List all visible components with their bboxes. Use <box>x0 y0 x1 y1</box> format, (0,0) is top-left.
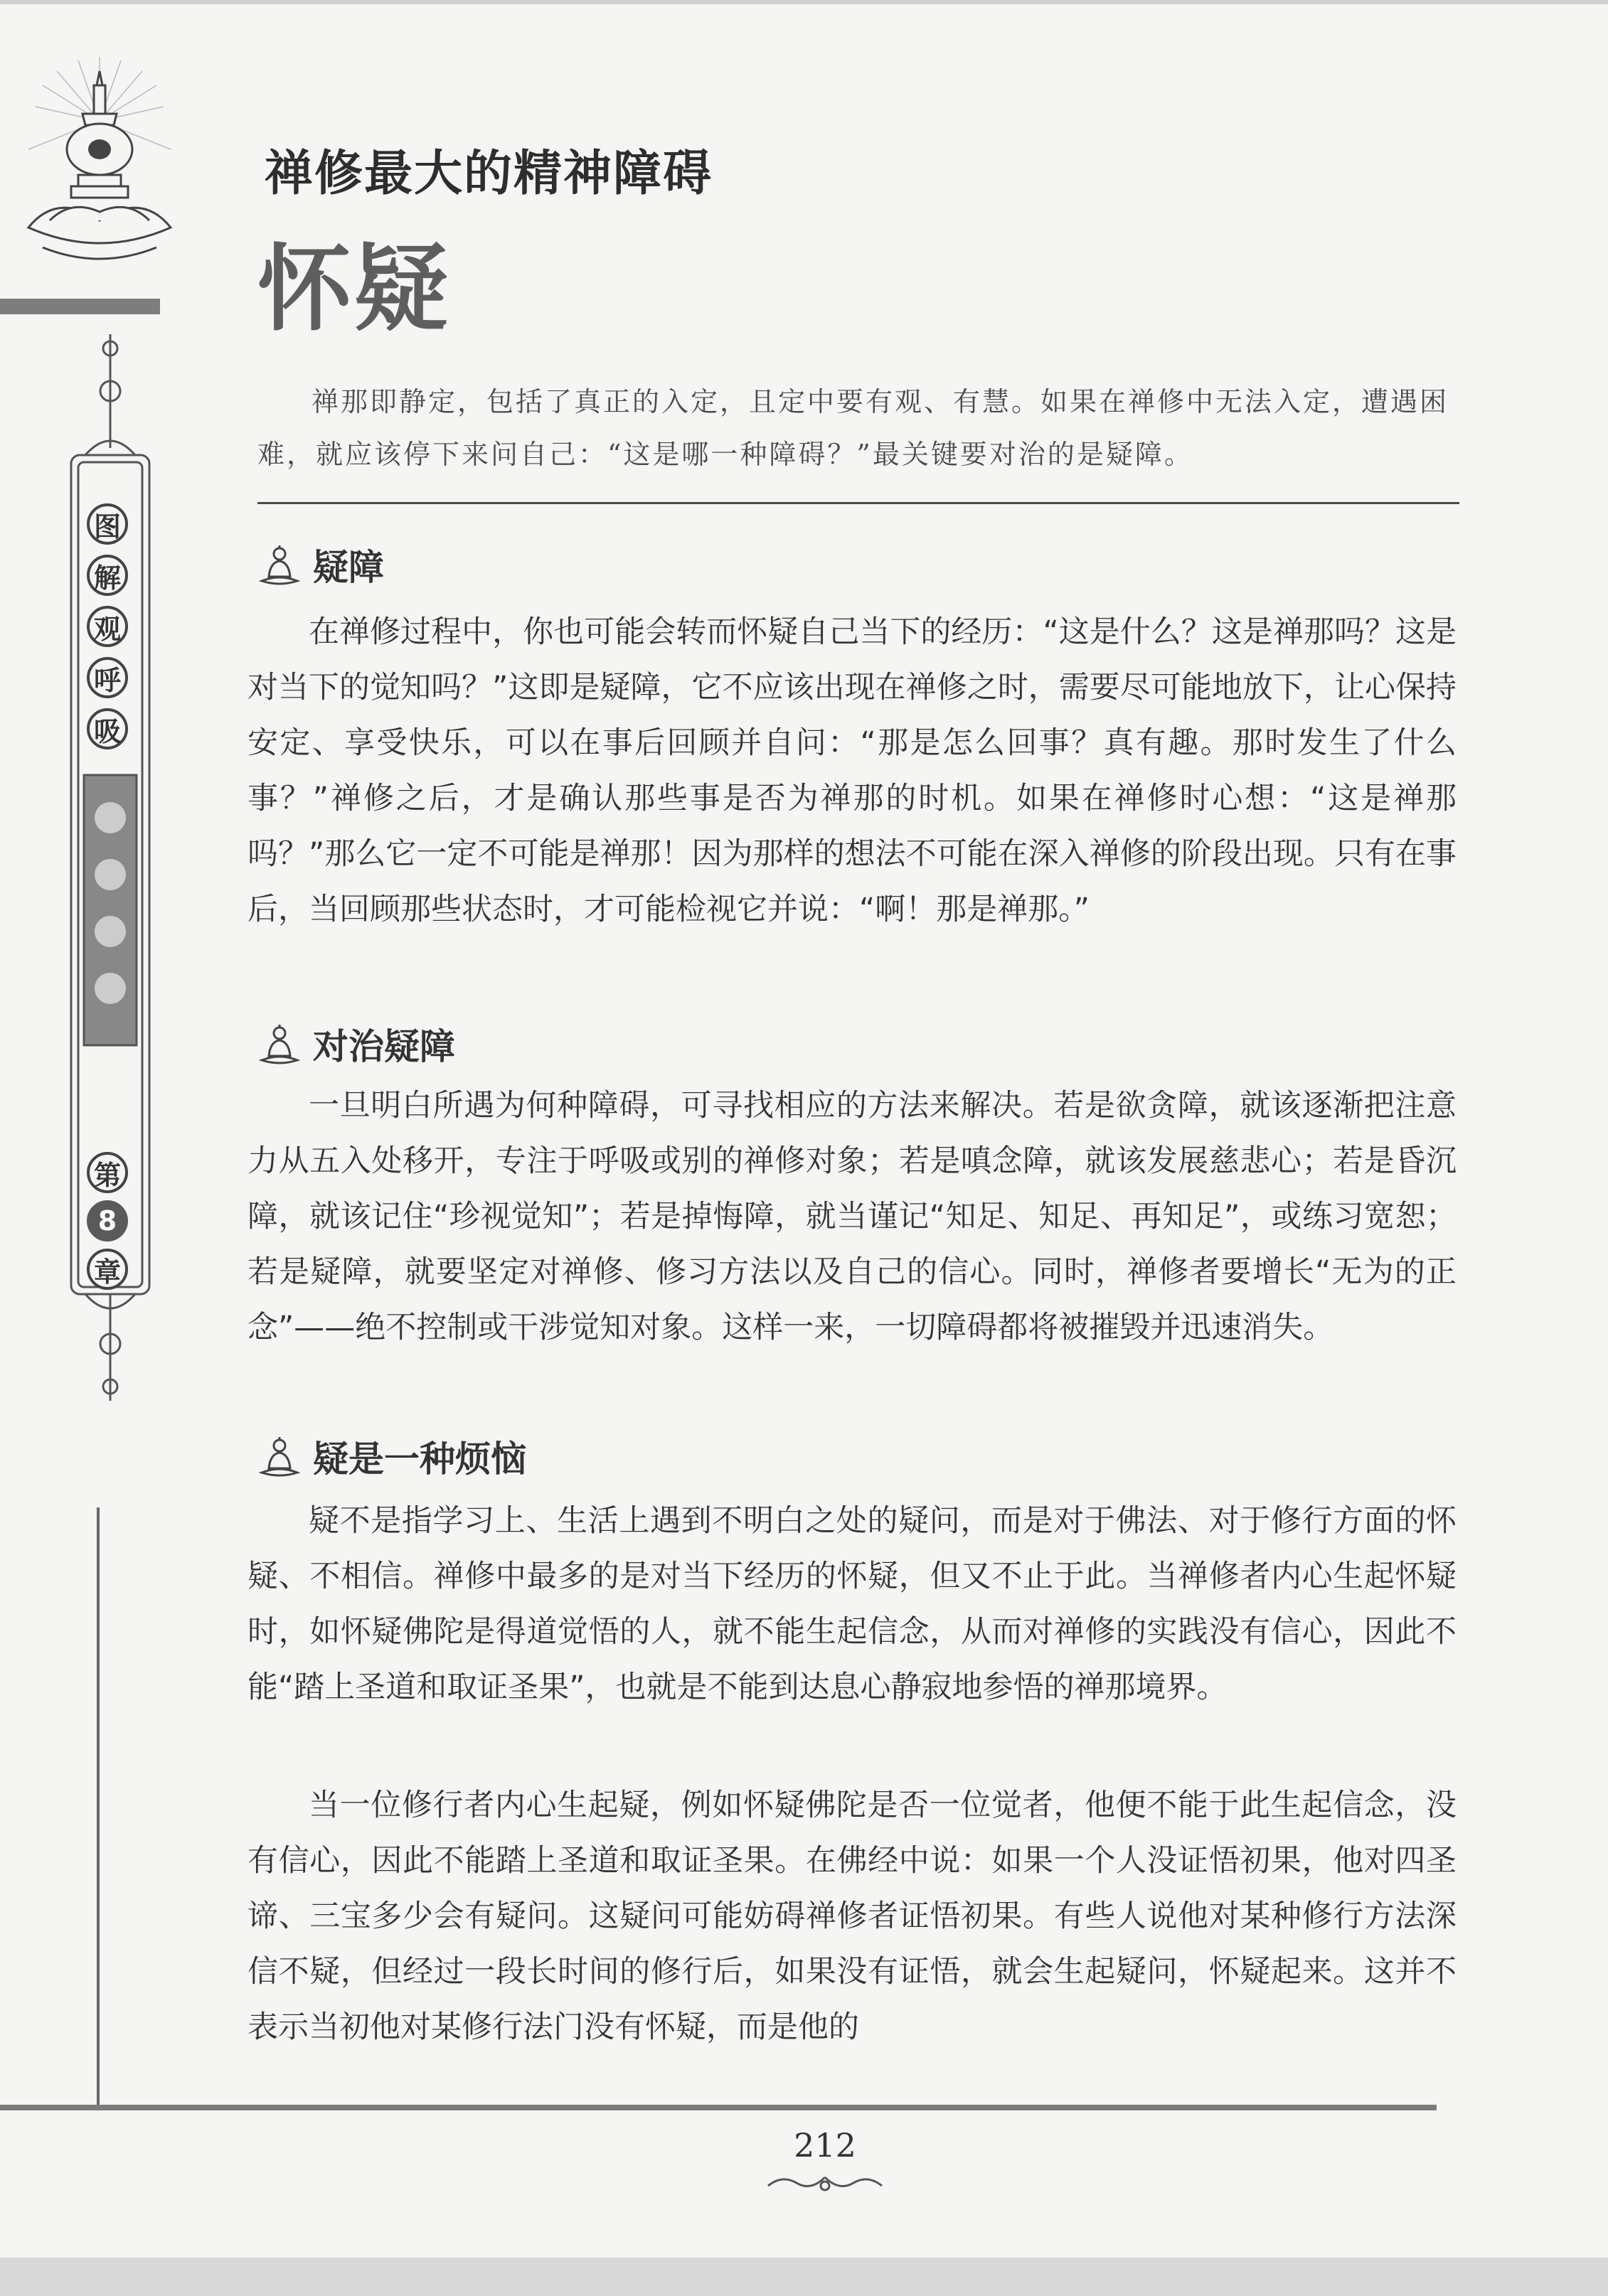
section-heading-1 <box>256 539 384 590</box>
book-title-char: 呼 <box>87 657 128 698</box>
meditating-buddha-icon <box>256 541 303 588</box>
footer-rule <box>0 2105 1437 2110</box>
section-paragraph: 疑不是指学习上、生活上遇到不明白之处的疑问，而是对于佛法、对于修行方面的怀疑、不相信。禅修中最多的是对当下经历的怀疑，但又不止于此。当禅修者内心生起怀疑时，如怀疑佛陀是得道觉悟的人，就不能生起信念，从而对禅修的实践没有信心，因此不能“踏上圣道和取证圣果”，也就是不能到达息心静寂地参悟的禅那境界。 <box>247 1503 1457 1705</box>
chapter-tab <box>87 1152 137 1297</box>
section-heading-text: 对治疑障 <box>313 1026 455 1067</box>
intro-paragraph: 禅那即静定，包括了真正的入定，且定中要有观、有慧。如果在禅修中无法入定，遭遇困难，就应该停下来问自己：“这是哪一种障碍？”最关键要对治的是疑障。 <box>257 386 1449 470</box>
chapter-number: 8 <box>87 1200 128 1242</box>
section-heading-3 <box>256 1431 526 1482</box>
intro-divider <box>257 502 1459 504</box>
page-title: 怀疑 <box>257 235 451 344</box>
stupa-lotus-icon <box>14 57 185 284</box>
scroll-flourish-icon <box>761 2170 889 2199</box>
section-heading-2 <box>256 1018 455 1069</box>
chapter-char: 章 <box>87 1249 128 1290</box>
chapter-char: 第 <box>87 1152 128 1193</box>
top-edge-band <box>0 0 1608 4</box>
section-paragraph: 在禅修过程中，你也可能会转而怀疑自己当下的经历：“这是什么？这是禅那吗？这是对当下的觉知吗？”这即是疑障，它不应该出现在禅修之时，需要尽可能地放下，让心保持安定、享受快乐，可以在事后回顾并自问：“那是怎么回事？真有趣。那时发生了什么事？”禅修之后，才是确认那些事是否为禅那的时机。如果在禅修时心想：“这是禅那吗？”那么它一定不可能是禅那！因为那样的想法不可能在深入禅修的阶段出现。只有在事后，当回顾那些状态时，才可能检视它并说：“啊！那是禅那。” <box>247 614 1457 927</box>
section-paragraph: 当一位修行者内心生起疑，例如怀疑佛陀是否一位觉者，他便不能于此生起信念，没有信心，因此不能踏上圣道和取证圣果。在佛经中说：如果一个人没证悟初果，他对四圣谛、三宝多少会有疑问。这疑问可能妨碍禅修者证悟初果。有些人说他对某种修行方法深信不疑，但经过一段长时间的修行后，如果没有证悟，就会生起疑问，怀疑起来。这并不表示当初他对某修行法门没有怀疑，而是他的 <box>247 1788 1457 2045</box>
book-title-char: 吸 <box>87 708 128 749</box>
left-vertical-rule <box>97 1507 100 2105</box>
meditating-buddha-icon <box>256 1433 303 1480</box>
book-title-char: 观 <box>87 606 128 647</box>
page-number: 212 <box>794 2126 856 2164</box>
page-subtitle: 禅修最大的精神障碍 <box>265 146 713 202</box>
section-paragraph: 一旦明白所遇为何种障碍，可寻找相应的方法来解决。若是欲贪障，就该逐渐把注意力从五入处移开，专注于呼吸或别的禅修对象；若是嗔念障，就该发展慈悲心；若是昏沉障，就该记住“珍视觉知”；若是掉悔障，就当谨记“知足、知足、再知足”，或练习宽恕；若是疑障，就要坚定对禅修、修习方法以及自己的信心。同时，禅修者要增长“无为的正念”——绝不控制或干涉觉知对象。这样一来，一切障碍都将被摧毁并迅速消失。 <box>247 1088 1457 1345</box>
left-header-bar <box>0 299 160 314</box>
section-heading-text: 疑障 <box>313 547 384 588</box>
bottom-edge-band <box>0 2258 1608 2296</box>
section-heading-text: 疑是一种烦恼 <box>313 1438 526 1480</box>
book-title-char: 解 <box>87 555 128 596</box>
book-title-char: 图 <box>87 503 128 545</box>
meditating-buddha-icon <box>256 1020 303 1067</box>
book-title-tab <box>87 503 137 759</box>
